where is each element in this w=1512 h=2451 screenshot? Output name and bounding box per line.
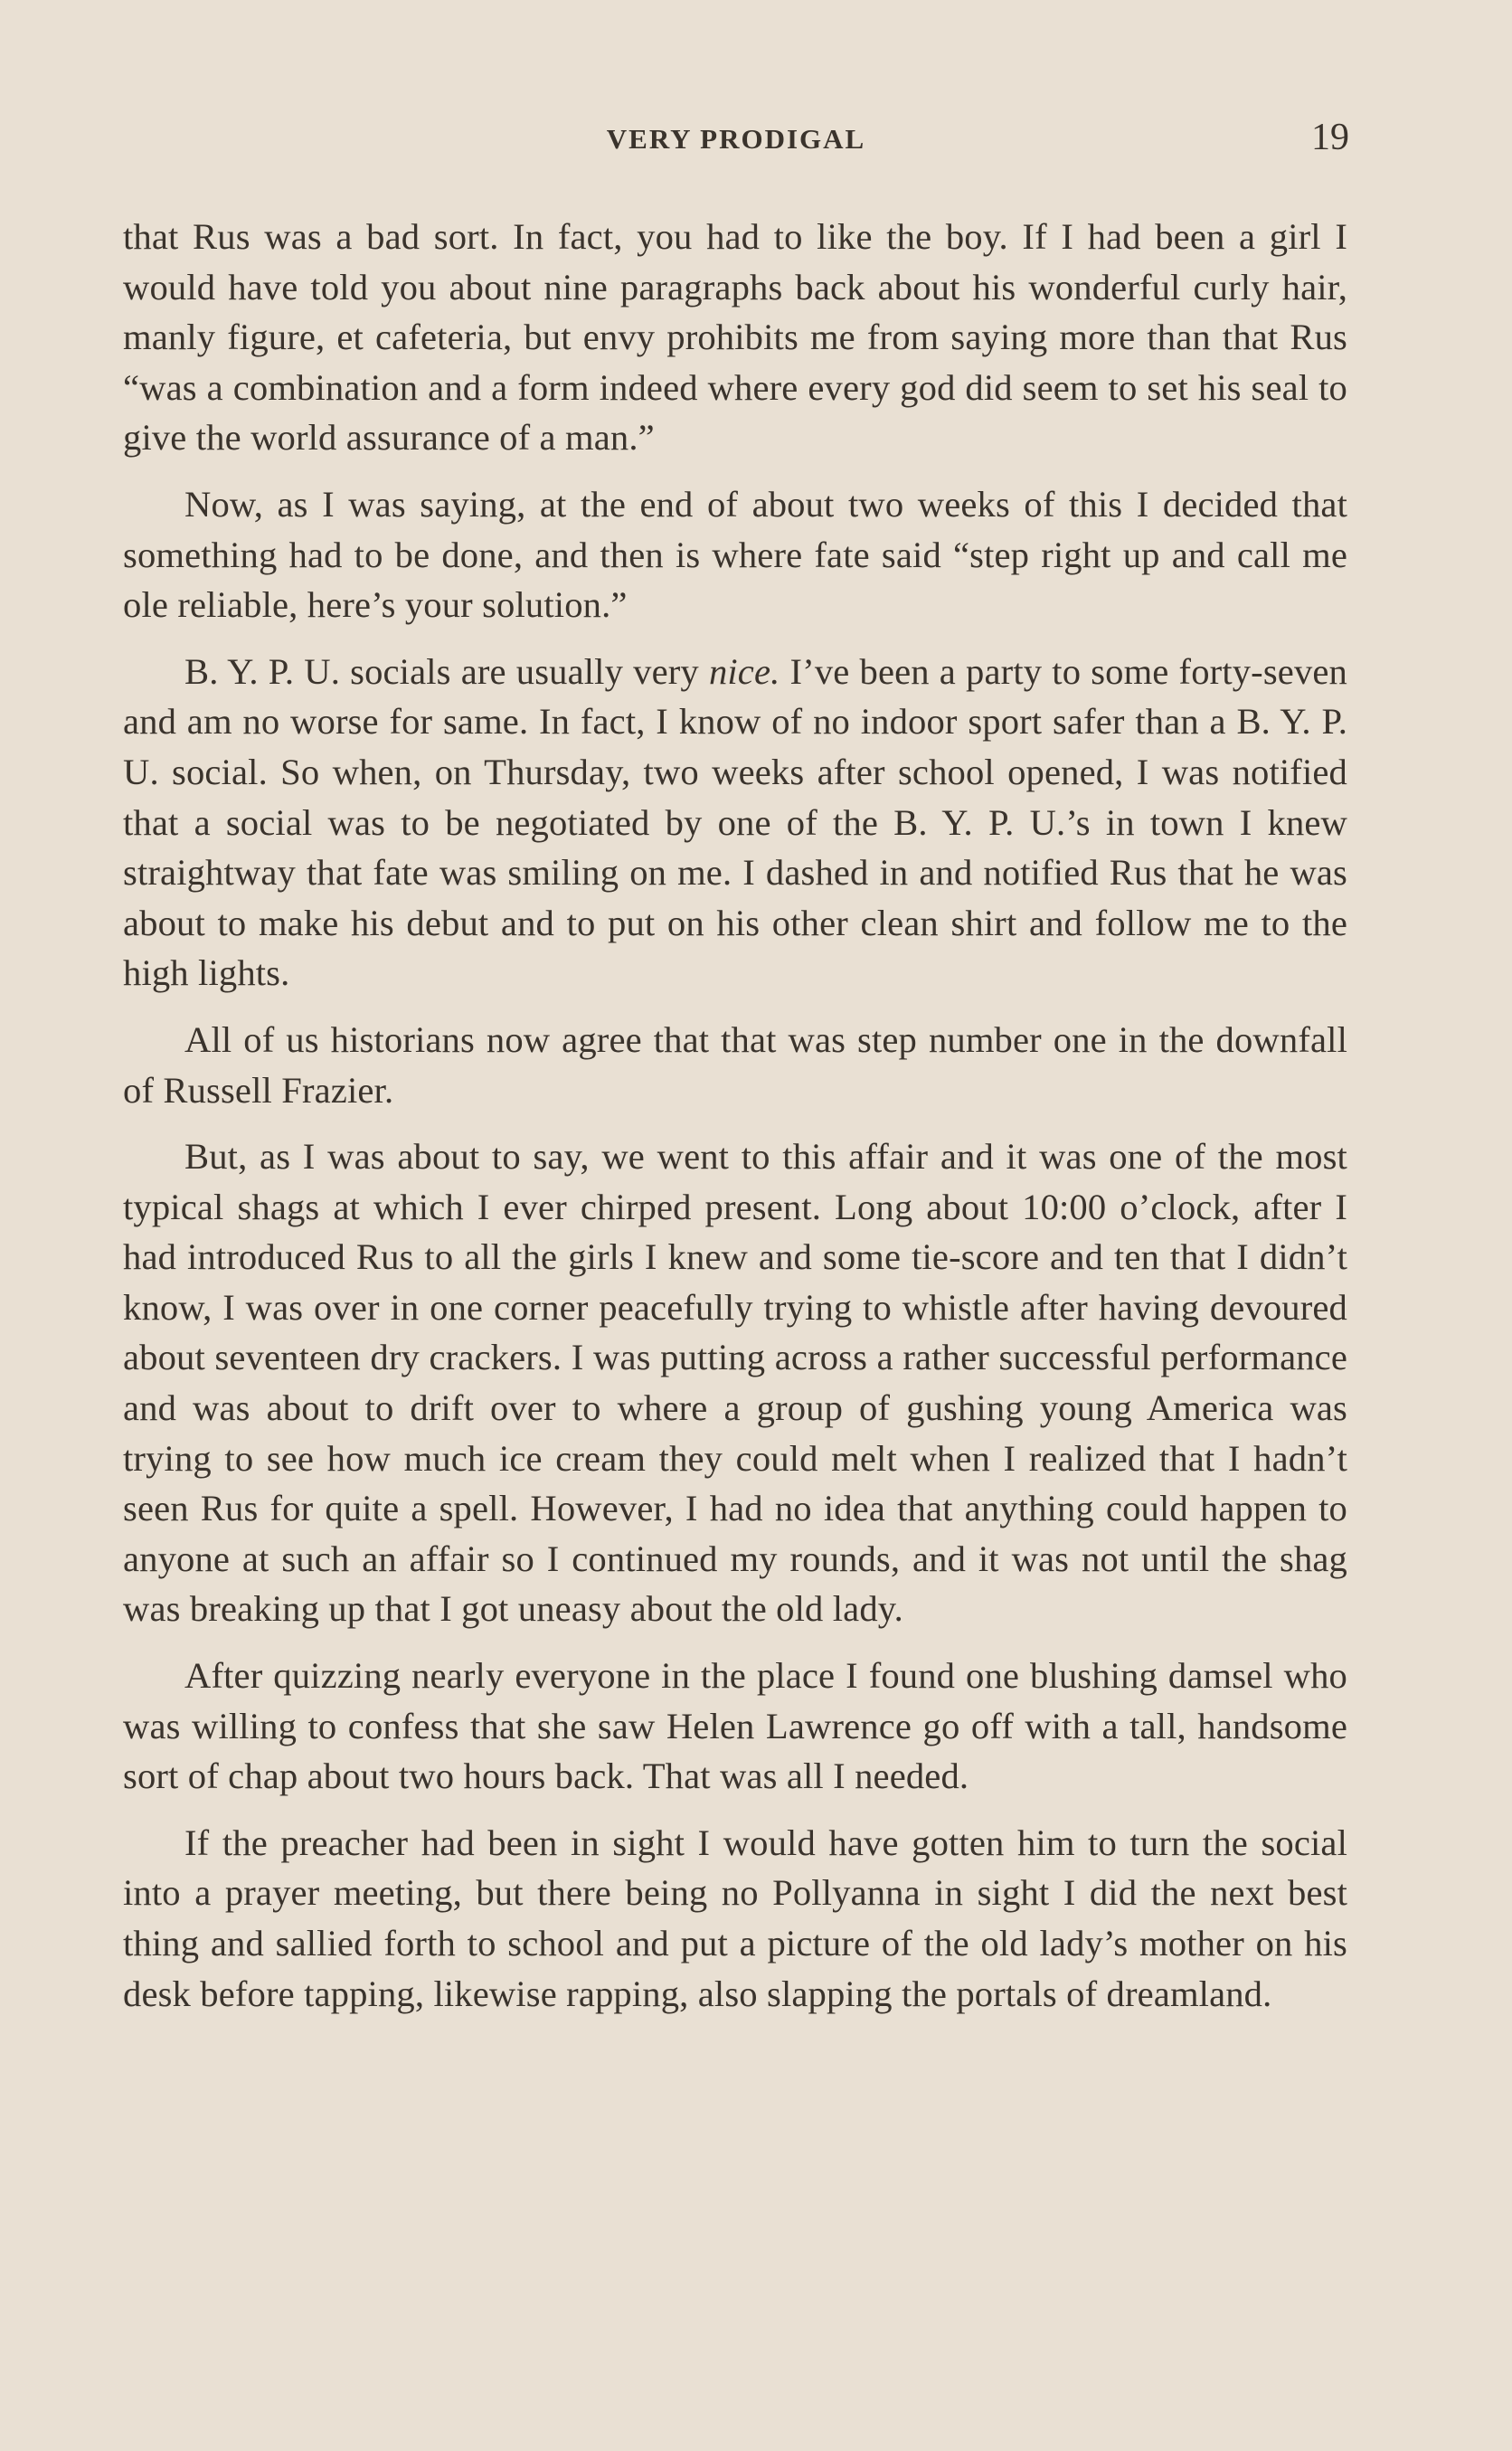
paragraph-6: After quizzing nearly everyone in the place I found one blushing damsel who was willing to confess that she saw Helen Lawrence go off with a tall, handsome sort of chap about two hours back. That was all I needed. — [123, 1655, 1347, 1797]
paragraph-3 — [123, 647, 1347, 998]
paragraph-5: But, as I was about to say, we went to this affair and it was one of the most typical shags at which I ever chirped present. Long about 10:00 o’clock, after I had introduced Rus to all the girls I knew and some tie-score and ten that I didn’t know, I was over in one corner peacefully trying to whistle after having devoured about seventeen dry crackers. I was putting across a rather successful performance and was about to drift over to where a group of gushing young America was trying to see how much ice cream they could melt when I realized that I hadn’t seen Rus for quite a spell. However, I had no idea that anything could happen to anyone at such an affair so I continued my rounds, and it was not until the shag was breaking up that I got uneasy about the old lady. — [123, 1136, 1347, 1630]
body-text — [123, 212, 1347, 2035]
paragraph-3-rest: I’ve been a party to some forty-seven and am no worse for same. In fact, I know of no indoor sport safer than a B. Y. P. U. social. So when, on Thursday, two weeks after school opened, I was notified that a social was to be negotiated by one of the B. Y. P. U.’s in town I knew straightway that fate was smiling on me. I dashed in and notified Rus that he was about to make his debut and to put on his other clean shirt and follow me to the high lights. — [123, 650, 1347, 994]
paragraph-3-start: B. Y. P. U. socials are usually very — [184, 650, 709, 692]
page-number: 19 — [1311, 117, 1349, 158]
paragraph-7: If the preacher had been in sight I would have gotten him to turn the social into a prayer meeting, but there being no Pollyanna in sight I did the next best thing and sallied forth to school and put a picture of the old lady’s mother on his desk before tapping, likewise rapping, also slapping the portals of dreamland. — [123, 1822, 1347, 2014]
running-title: VERY PRODIGAL — [606, 123, 866, 155]
paragraph-4: All of us historians now agree that that was step number one in the downfall of Russell Frazier. — [123, 1018, 1347, 1111]
paragraph-2: Now, as I was saying, at the end of about two weeks of this I decided that something had to be done, and then is where fate said “step right up and call me ole reliable, here’s your solution.” — [123, 483, 1347, 626]
paragraph-1: that Rus was a bad sort. In fact, you had to like the boy. If I had been a girl I would have told you about nine paragraphs back about his wonderful curly hair, manly figure, et cafeteria, but envy prohibits me from saying more than that Rus “was a combination and a form indeed where every god did seem to set his seal to give the world assurance of a man.” — [123, 216, 1347, 459]
emphasized-word: nice. — [708, 650, 780, 692]
running-head — [123, 116, 1349, 166]
